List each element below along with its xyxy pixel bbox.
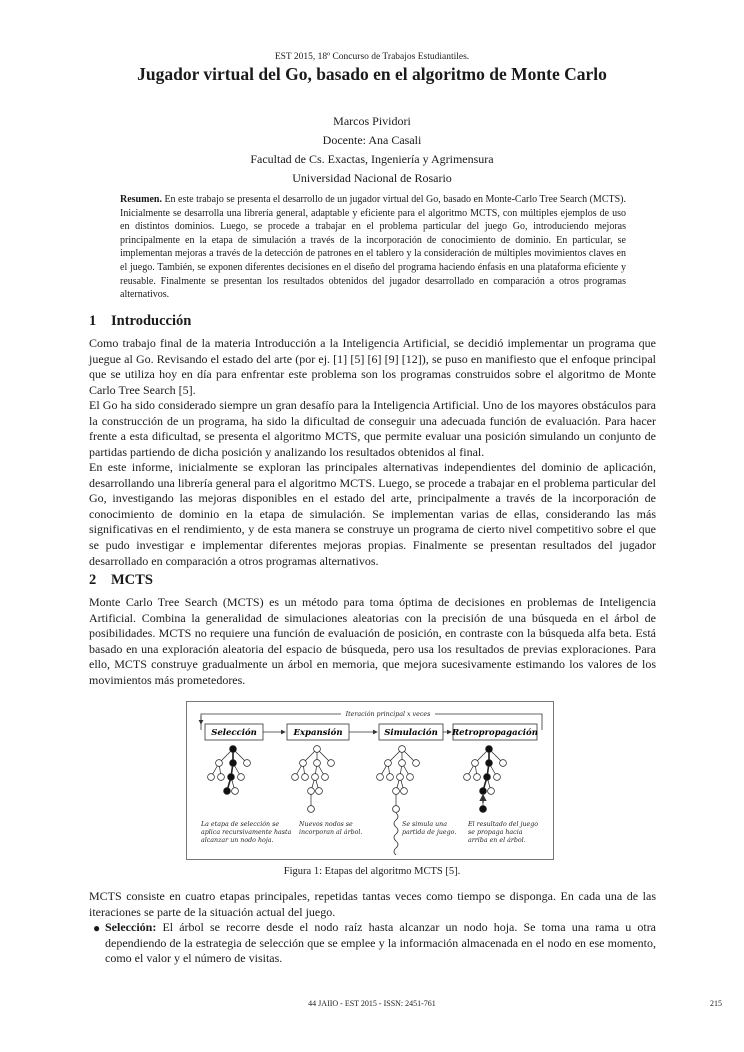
- tree-node: [312, 774, 319, 781]
- university-name: Universidad Nacional de Rosario: [292, 171, 452, 185]
- mcts-stages-paragraph: MCTS consiste en cuatro etapas principales, repetidas tantas veces como tiempo se disponga. En cada una de las iteraciones se parte de la situación actual del juego.: [89, 889, 656, 919]
- abstract: [120, 193, 626, 302]
- tree-node: [488, 788, 495, 795]
- tree-node: [228, 774, 235, 781]
- section-heading-mcts: [89, 572, 153, 589]
- bullet-item-seleccion: [105, 920, 656, 967]
- tree-node: [494, 774, 501, 781]
- section-number: 2: [89, 572, 97, 588]
- tree-node: [244, 760, 251, 767]
- abstract-text: En este trabajo se presenta el desarrollo de un jugador virtual del Go, basado en Monte-Carlo Tree Search (MCTS). Inicialmente se desarrolla una librería general, adaptable y eficiente para el algoritmo MCTS, con múltiples ejemplos de uso en distintos dominios. Luego, se procede a trabajar en el problema particular del juego Go, introduciendo mejoras principalmente en la etapa de simulación a través de la incorporación de conocimiento de dominio. En particular, se implementan mejoras a través de la detección de patrones en el tablero y la consideración de múltiples movimientos claves en el juego. También, se exponen diferentes decisiones en el diseño del programa haciendo énfasis en una plataforma eficiente y reusable. Finalmente se presentan los resultados obtenidos del jugador desarrollado en comparación a otros programas alternativos.: [120, 194, 626, 301]
- stage-box-retropropagacion: [451, 724, 538, 740]
- stage-box-simulacion: [379, 724, 443, 740]
- tree-node-new: [308, 806, 315, 813]
- tree-node: [322, 774, 329, 781]
- abstract-label: Resumen.: [120, 194, 162, 205]
- author-block: [0, 112, 744, 188]
- tree-node: [316, 788, 323, 795]
- stage-label: Selección: [211, 728, 257, 738]
- tree-node: [500, 760, 507, 767]
- stage-box-expansion: [287, 724, 349, 740]
- bullet-icon: ●: [93, 921, 101, 935]
- tree-node: [314, 760, 321, 767]
- conference-header: EST 2015, 18º Concurso de Trabajos Estudiantiles.: [274, 52, 470, 62]
- tree-node: [292, 774, 299, 781]
- figure-caption: Figura 1: Etapas del algoritmo MCTS [5].: [283, 866, 461, 877]
- tree-node-new: [393, 806, 400, 813]
- tree-node: [480, 788, 487, 795]
- tree-node: [230, 746, 237, 753]
- section-title: MCTS: [111, 572, 153, 588]
- tree-node: [314, 746, 321, 753]
- tree-node-new: [480, 806, 487, 813]
- tree-node: [407, 774, 414, 781]
- stage-caption-seleccion: La etapa de selección se aplica recursivamente hasta alcanzar un nodo hoja.: [201, 821, 292, 844]
- mcts-figure: [186, 701, 554, 860]
- tree-node: [486, 746, 493, 753]
- bullet-label: Selección:: [105, 920, 157, 934]
- tree-node: [377, 774, 384, 781]
- tree-node: [328, 760, 335, 767]
- stage-caption-retropropagacion: El resultado del juego se propaga hacia arriba en el árbol.: [468, 821, 539, 844]
- paper-title: Jugador virtual del Go, basado en el algoritmo de Monte Carlo: [137, 64, 607, 84]
- faculty-name: Facultad de Cs. Exactas, Ingeniería y Agrimensura: [250, 152, 494, 166]
- mcts-paragraph: Monte Carlo Tree Search (MCTS) es un método para toma óptima de decisiones en problemas de Inteligencia Artificial. Combina la generalidad de simulaciones aleatorias con la precisión de una búsqueda en el árbol de posibilidades. MCTS no requiere una función de evaluación de posición, en contraste con la búsqueda alfa beta. Está basado en una exploración aleatoria del espacio de búsqueda, pero usa los resultados de previas exploraciones. Para ello, MCTS construye gradualmente un árbol en memoria, que mejora sucesivamente estimando los valores de los movimientos más prometedores.: [89, 595, 656, 687]
- stage-label: Retropropagación: [452, 728, 538, 738]
- tree-node: [472, 760, 479, 767]
- advisor-name: Docente: Ana Casali: [322, 133, 422, 147]
- stage-label: Expansión: [293, 728, 343, 738]
- stage-label: Simulación: [384, 728, 438, 738]
- tree-node: [401, 788, 408, 795]
- loop-label: Iteración principal x veces: [345, 711, 431, 718]
- section-title: Introducción: [111, 313, 192, 329]
- tree-node: [238, 774, 245, 781]
- tree-node: [486, 760, 493, 767]
- tree-node: [230, 760, 237, 767]
- stage-caption-expansion: Nuevos nodos se incorporan al árbol.: [299, 821, 363, 836]
- tree-node: [308, 788, 315, 795]
- tree-node: [413, 760, 420, 767]
- tree-node: [387, 774, 394, 781]
- author-name: Marcos Pividori: [333, 114, 411, 128]
- tree-node: [302, 774, 309, 781]
- page-number: 215: [710, 999, 722, 1008]
- tree-node: [464, 774, 471, 781]
- intro-paragraph-1: Como trabajo final de la materia Introducción a la Inteligencia Artificial, se decidió implementar un programa que juegue al Go. Revisando el estado del arte (por ej. [1] [5] [6] [9] [12]), se puso en manifiesto que el enfoque principal que se utiliza hoy en día para enfrentar este problema son los programas construidos sobre el algoritmo de Monte Carlo Tree Search [5].: [89, 336, 656, 397]
- tree-node: [208, 774, 215, 781]
- section-heading-introduccion: [89, 313, 191, 330]
- bullet-text: El árbol se recorre desde el nodo raíz hasta alcanzar un nodo hoja. Se toma una rama u otra dependiendo de la estrategia de selección que se emplee y la información almacenada en el nodo en ese momento, como el valor y el número de visitas.: [105, 920, 657, 966]
- stage-box-seleccion: [205, 724, 263, 740]
- section-number: 1: [89, 313, 97, 329]
- intro-paragraph-3: En este informe, inicialmente se exploran las principales alternativas independientes del dominio de aplicación, desarrollando una librería general para el algoritmo MCTS. Luego, se procede a trabajar en el problema particular del Go, investigando las mejoras disponibles en el estado del arte, principalmente a través de la incorporación de conocimiento de dominio en la etapa de simulación. Se implementan varias de ellas, considerando las más significativas en el rendimiento, y de esta manera se construye un programa de cierto nivel competitivo sobre el que se pudo investigar e implementar diferentes mejoras propias. Finalmente se presentan resultados del jugador desarrollado en comparación a otros programas alternativos.: [89, 460, 656, 568]
- tree-node: [474, 774, 481, 781]
- stage-caption-simulacion: Se simula una partida de juego.: [402, 821, 457, 836]
- tree-node: [484, 774, 491, 781]
- intro-paragraph-2: El Go ha sido considerado siempre un gran desafío para la Inteligencia Artificial. Uno de los mayores obstáculos para la construcción de un programa, ha sido la dificultad de conseguir una adecuada función de evaluación. Para hacer frente a esta dificultad, se presenta el algoritmo MCTS, que permite evaluar una posición simulando un conjunto de partidas partiendo de dicha posición y analizando los resultados obtenidos al final.: [89, 398, 656, 459]
- tree-node: [399, 746, 406, 753]
- tree-node: [385, 760, 392, 767]
- simulation-path: [394, 813, 398, 855]
- page-footer: 44 JAIIO - EST 2015 - ISSN: 2451-761: [308, 999, 436, 1008]
- tree-node: [224, 788, 231, 795]
- tree-node: [393, 788, 400, 795]
- tree-node: [300, 760, 307, 767]
- tree-node: [216, 760, 223, 767]
- tree-node: [232, 788, 239, 795]
- tree-node: [399, 760, 406, 767]
- tree-node: [218, 774, 225, 781]
- tree-node: [397, 774, 404, 781]
